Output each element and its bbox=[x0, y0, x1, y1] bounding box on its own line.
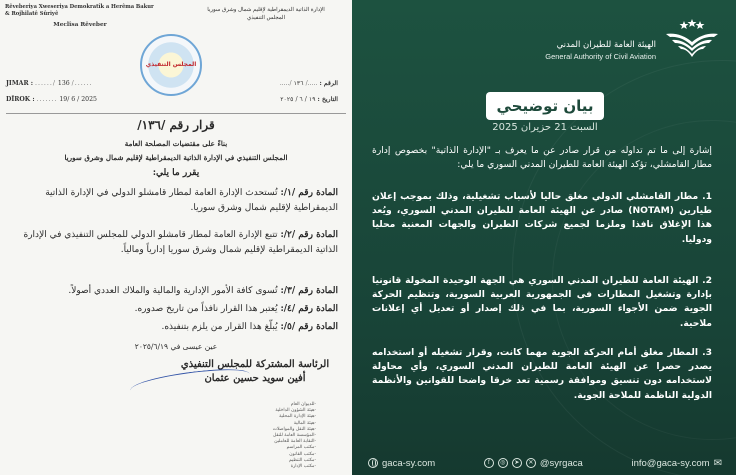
statement-date: السبت 21 حزيران 2025 bbox=[492, 122, 598, 133]
instagram-icon[interactable]: ◎ bbox=[498, 458, 508, 468]
social-handle: @syrgaca bbox=[539, 457, 583, 469]
kurdish-header-line1: Rêveberiya Xweseriya Demokratîk a Herêma Bakur & Rojhilatê Sûriyê bbox=[5, 4, 154, 17]
article-text: يُعتبر هذا القرار نافذاً من تاريخ صدوره. bbox=[134, 304, 278, 314]
statement-point-2: 2. الهيئة العامة للطيران المدني السوري هي الجهة الوحيدة المخولة قانونيا بإدارة وتشغيل المطارات في الجمهورية العربية السورية، وتنظيم الحركة الجوية ضمن الأجواء السورية، بما في ذلك إصدار أو تعديل أي إعلانات ملاحية. bbox=[372, 275, 712, 329]
statement-intro: إشارة إلى ما تم تداوله من قرار صادر عن ما يعرف بـ "الإدارة الذاتية" بخصوص إدارة مطار القامشلي، تؤكد الهيئة العامة للطيران المدني السوري ما يلي: bbox=[372, 145, 712, 170]
org-name-english: General Authority of Civil Aviation bbox=[545, 52, 656, 61]
x-icon[interactable]: ✕ bbox=[526, 458, 536, 468]
seal-text: المجلس التنفيذي bbox=[145, 61, 197, 68]
article-text: يُبلّغ هذا القرار من يلزم بتنفيذه. bbox=[161, 322, 278, 332]
decree-document bbox=[0, 0, 352, 475]
statement-point-1: 1. مطار القامشلي الدولي مغلق حاليا لأسباب تشغيلية، وذلك بموجب إعلان طيارين (NOTAM) صادر عن الهيئة العامة للطيران المدني السوري، ويُعد هذا الإغلاق نافذا وملزما لجميع شركات الطيران والجهات المعنية محليا ودوليا. bbox=[372, 191, 713, 245]
article-text: تُستحدث الإدارة العامة لمطار قامشلو الدولي في الإدارة الذاتية الديمقراطية لإقليم شمال وشرق سوريا. bbox=[45, 188, 338, 213]
facebook-icon[interactable]: f bbox=[484, 458, 494, 468]
jimar-field: JIMAR : ....../ 136 /...... bbox=[6, 80, 93, 87]
email-text: info@gaca-sy.com bbox=[631, 457, 710, 469]
distribution-item: -مكتب المراسم bbox=[286, 445, 316, 451]
article-2 bbox=[14, 228, 338, 257]
gaca-wings-logo bbox=[664, 18, 720, 68]
council-seal-logo bbox=[140, 34, 202, 96]
article-4 bbox=[14, 302, 338, 317]
distribution-item: -مكتب التنظيم bbox=[288, 457, 316, 463]
kurdish-header bbox=[5, 4, 155, 29]
telegram-icon[interactable]: ➤ bbox=[512, 458, 522, 468]
website-link[interactable] bbox=[368, 458, 435, 469]
distribution-item: -مكتب القانون bbox=[289, 451, 316, 457]
ar-date-label: التاريخ : bbox=[317, 96, 338, 103]
signature-names: أفين سويد حسين عثمان bbox=[204, 373, 306, 384]
distribution-item: -مكتب الإدارة bbox=[290, 464, 316, 470]
jimar-value: 136 bbox=[57, 80, 70, 87]
distribution-item: -للديوان العام bbox=[290, 402, 316, 407]
article-label: المادة رقم /٤/: bbox=[280, 304, 338, 314]
arabic-header bbox=[186, 6, 346, 22]
preamble-line1: بناءً على مقتضيات المصلحة العامة bbox=[124, 139, 228, 148]
article-text: تُسوى كافة الأمور الإدارية والمالية والملاك العددي أصولاً. bbox=[68, 286, 278, 296]
globe-icon bbox=[368, 458, 378, 468]
distribution-item: -هيئة المالية bbox=[293, 420, 316, 426]
distribution-item: -هيئة النقل والمواصلات bbox=[272, 426, 316, 432]
ar-number-value: ١٣٦ bbox=[293, 80, 304, 87]
distribution-item: -المؤسسة العامة للنقل bbox=[272, 433, 316, 439]
arabic-header-line1: الإدارة الذاتية الديمقراطية لإقليم شمال وشرق سوريا bbox=[207, 7, 325, 13]
ar-date-value: ١٩ / ٦ / ٢٠٢٥ bbox=[280, 96, 316, 103]
ar-number-label: الرقم : bbox=[319, 80, 338, 87]
arabic-header-line2: المجلس التنفيذي bbox=[247, 15, 285, 21]
article-5 bbox=[14, 320, 338, 335]
article-3 bbox=[14, 284, 338, 299]
article-text: تتبع الإدارة العامة لمطار قامشلو الدولي للمجلس التنفيذي في الإدارة الذاتية الديمقراطية لإقليم شمال وشرق سوريا إدارياً ومالياً. bbox=[23, 230, 338, 255]
statement-title: بيان توضيحي bbox=[486, 92, 604, 120]
article-label: المادة رقم /٥/: bbox=[280, 322, 338, 332]
dirok-value: 19/ 6 / 2025 bbox=[59, 96, 97, 103]
org-name-arabic: الهيئة العامة للطيران المدني bbox=[556, 40, 656, 50]
email-link[interactable] bbox=[631, 458, 722, 469]
decides-line: يقرر ما يلي: bbox=[152, 168, 200, 178]
distribution-list bbox=[201, 402, 316, 470]
header-divider bbox=[6, 113, 346, 114]
decree-title: قرار رقم /١٣٦/ bbox=[137, 118, 215, 132]
kurdish-header-line2: Meclîsa Rêveber bbox=[53, 22, 107, 28]
jimar-label: JIMAR : bbox=[6, 80, 34, 87]
article-label: المادة رقم /٢/: bbox=[280, 230, 338, 240]
statement-point-3: 3. المطار مغلق أمام الحركة الجوية مهما كانت، وقرار تشغيله أو استخدامه يصدر حصرا عن الهيئة العامة للطيران المدني السوري، وأي محاولة لاستخدامه دون تنسيق وموافقة رسمية تعد خرقا واضحا للقوانين والأنظمة الدولية الناظمة للملاحة الجوية. bbox=[372, 347, 712, 401]
statement-panel bbox=[352, 0, 736, 475]
distribution-item: -هيئة الإدارة المحلية bbox=[279, 414, 316, 420]
article-label: المادة رقم /٣/: bbox=[280, 286, 338, 296]
article-label: المادة رقم /١/: bbox=[280, 188, 338, 198]
article-1 bbox=[14, 186, 338, 215]
ar-date-field bbox=[280, 96, 338, 103]
preamble-line2: المجلس التنفيذي في الإدارة الذاتية الديمقراطية لإقليم شمال وشرق سوريا bbox=[64, 153, 288, 162]
distribution-item: -النقابة العامة للعاملين bbox=[274, 439, 316, 445]
mail-icon: ✉ bbox=[713, 457, 722, 469]
social-links[interactable] bbox=[484, 458, 583, 469]
signature-title: الرئاسة المشتركة للمجلس التنفيذي bbox=[180, 359, 330, 370]
distribution-item: -هيئة الشؤون الداخلية bbox=[275, 408, 316, 414]
website-text: gaca-sy.com bbox=[382, 457, 436, 469]
gaca-brand bbox=[482, 18, 722, 68]
dirok-label: DÎROK : bbox=[6, 96, 35, 103]
dirok-field: DÎROK : ....... 19/ 6 / 2025 bbox=[6, 96, 97, 103]
ar-number-field: الرقم : ...../ ١٣٦ /..... bbox=[279, 80, 338, 87]
contact-footer bbox=[352, 453, 736, 475]
issued-place-date: عين عيسى في ٢٠٢٥/٦/١٩ bbox=[134, 342, 218, 351]
